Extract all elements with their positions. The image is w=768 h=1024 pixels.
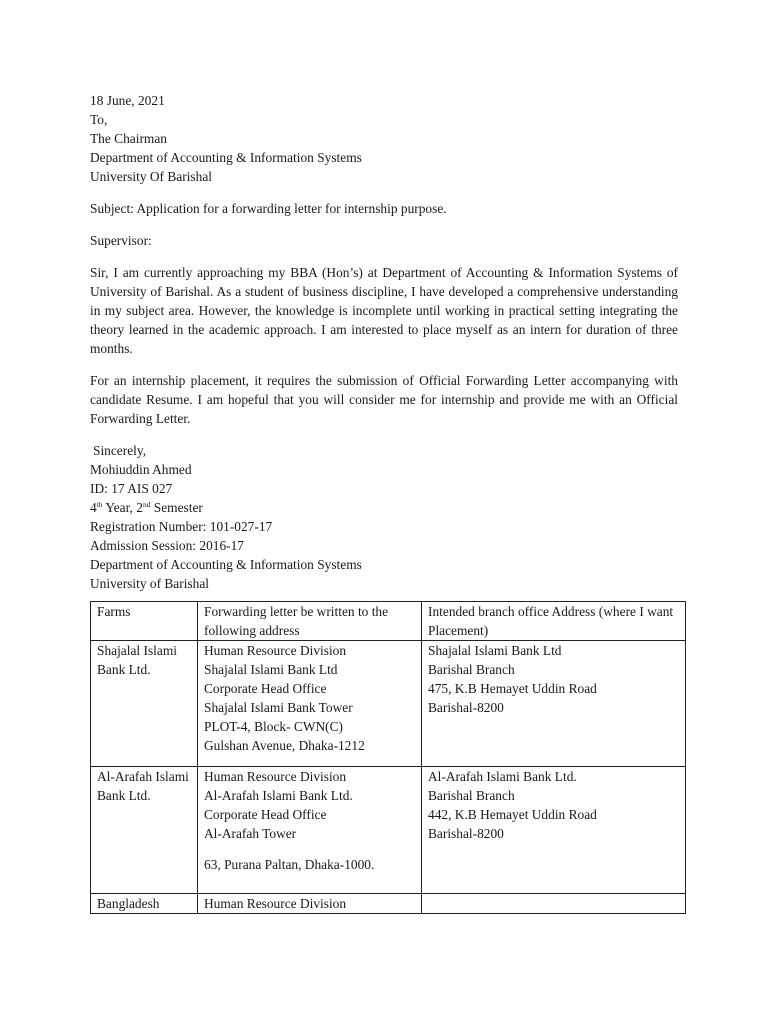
table-row <box>91 767 686 894</box>
letter-body <box>90 91 678 593</box>
branch-address: Shajalal Islami Bank Ltd Barishal Branch 475, K.B Hemayet Uddin Road Barishal-8200 <box>422 641 686 767</box>
table-row <box>91 641 686 767</box>
branch-address <box>422 894 686 914</box>
firm-name: Bangladesh <box>91 894 198 914</box>
sender-session: Admission Session: 2016-17 <box>90 538 245 553</box>
recipient-title: The Chairman <box>90 131 167 146</box>
letter-subject: Subject: Application for a forwarding letter for internship purpose. <box>90 201 447 216</box>
table-row <box>91 894 686 914</box>
sender-id: ID: 17 AIS 027 <box>90 481 173 496</box>
letter-to: To, <box>90 112 108 127</box>
firm-name: Shajalal Islami Bank Ltd. <box>91 641 198 767</box>
letter-closing: Sincerely, <box>93 443 147 458</box>
sender-name: Mohiuddin Ahmed <box>90 462 192 477</box>
forward-address: Human Resource Division <box>198 894 422 914</box>
branch-address: Al-Arafah Islami Bank Ltd. Barishal Branch 442, K.B Hemayet Uddin Road Barishal-8200 <box>422 767 686 894</box>
header-farms: Farms <box>91 602 198 641</box>
header-forwarding-address: Forwarding letter be written to the following address <box>198 602 422 641</box>
forward-address: Human Resource Division Al-Arafah Islami Bank Ltd. Corporate Head Office Al-Arafah Tower 63, Purana Paltan, Dhaka-1000. <box>198 767 422 894</box>
letter-paragraph-1: Sir, I am currently approaching my BBA (Hon’s) at Department of Accounting & Information Systems of University of Barishal. As a student of business discipline, I have developed a comprehensive understanding in my subject area. However, the knowledge is incomplete until working in practical setting integrating the theory learned in the academic approach. I am interested to place myself as an intern for duration of three months. <box>90 265 678 356</box>
sender-year-semester: 4th Year, 2nd Semester <box>90 500 203 515</box>
letter-date: 18 June, 2021 <box>90 93 165 108</box>
firms-table <box>90 601 686 914</box>
recipient-university: University Of Barishal <box>90 169 212 184</box>
firm-name: Al-Arafah Islami Bank Ltd. <box>91 767 198 894</box>
sender-registration: Registration Number: 101-027-17 <box>90 519 273 534</box>
header-branch-address: Intended branch office Address (where I want Placement) <box>422 602 686 641</box>
forward-address: Human Resource Division Shajalal Islami Bank Ltd Corporate Head Office Shajalal Islami Bank Tower PLOT-4, Block- CWN(C) Gulshan Avenue, Dhaka-1212 <box>198 641 422 767</box>
letter-paragraph-2: For an internship placement, it requires the submission of Official Forwarding Letter accompanying with candidate Resume. I am hopeful that you will consider me for internship and provide me with an Official Forwarding Letter. <box>90 373 678 426</box>
letter-supervisor: Supervisor: <box>90 233 152 248</box>
table-header-row <box>91 602 686 641</box>
recipient-department: Department of Accounting & Information Systems <box>90 150 362 165</box>
sender-department: Department of Accounting & Information Systems <box>90 557 362 572</box>
sender-university: University of Barishal <box>90 576 210 591</box>
